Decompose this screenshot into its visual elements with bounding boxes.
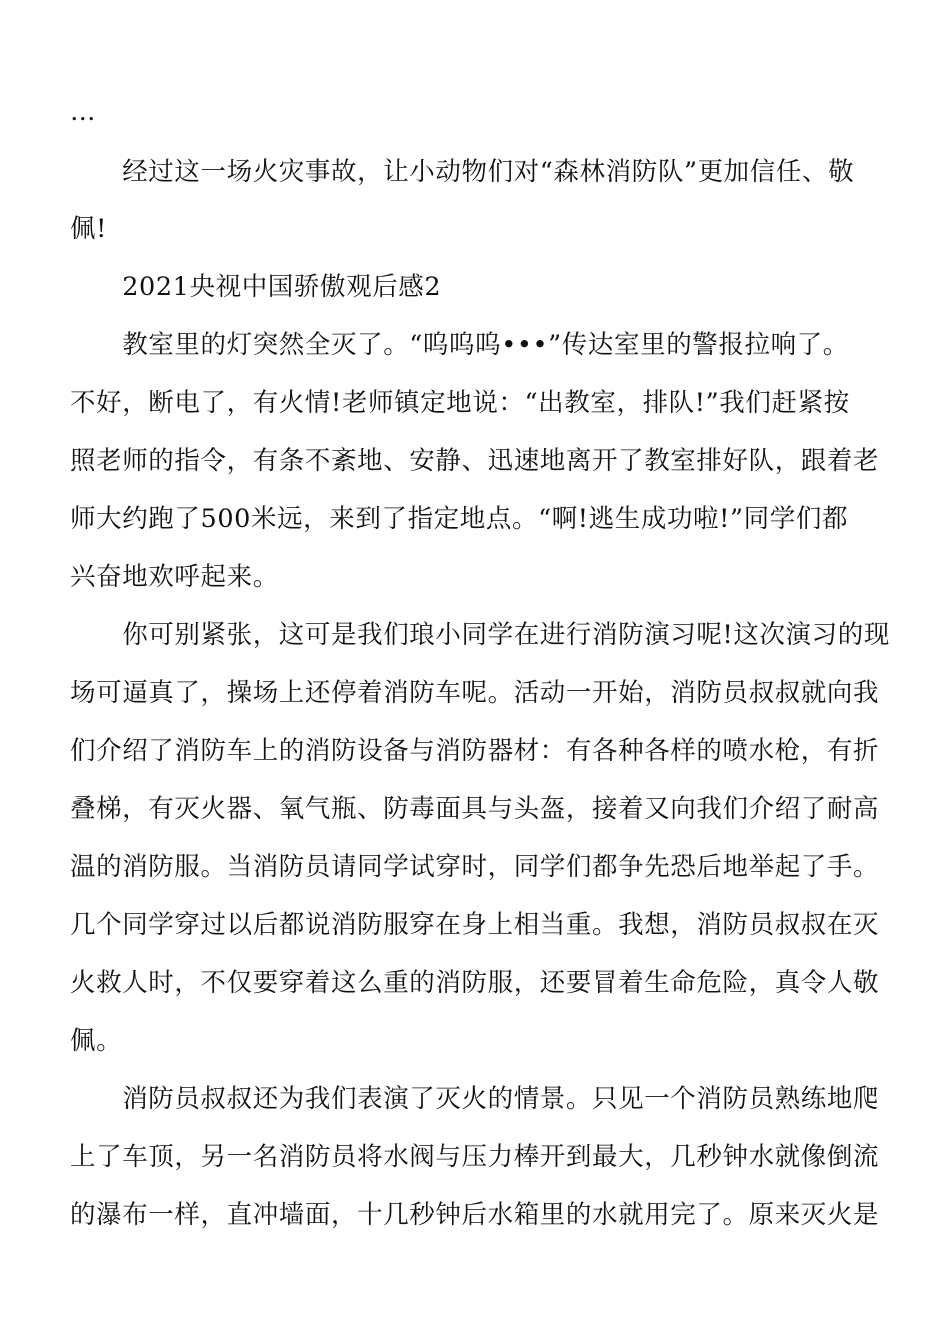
paragraph-line: 消防员叔叔还为我们表演了灭火的情景。只见一个消防员熟练地爬 xyxy=(70,1084,880,1114)
paragraph-line: 上了车顶，另一名消防员将水阀与压力棒开到最大，几秒钟水就像倒流 xyxy=(70,1142,880,1172)
paragraph-line: 你可别紧张，这可是我们琅小同学在进行消防演习呢!这次演习的现 xyxy=(70,620,890,650)
paragraph-line: 经过这一场火灾事故，让小动物们对“森林消防队”更加信任、敬 xyxy=(70,157,855,187)
paragraph-line: 照老师的指令，有条不紊地、安静、迅速地离开了教室排好队，跟着老 xyxy=(70,446,880,476)
paragraph-line: 场可逼真了，操场上还停着消防车呢。活动一开始，消防员叔叔就向我 xyxy=(70,678,880,708)
paragraph-line: 不好，断电了，有火情!老师镇定地说：“出教室，排队!”我们赶紧按 xyxy=(70,388,850,418)
paragraph-line: 叠梯，有灭火器、氧气瓶、防毒面具与头盔，接着又向我们介绍了耐高 xyxy=(70,794,880,824)
paragraph-line: 佩。 xyxy=(70,1026,123,1056)
paragraph-line: 们介绍了消防车上的消防设备与消防器材：有各种各样的喷水枪，有折 xyxy=(70,736,880,766)
paragraph-line: 温的消防服。当消防员请同学试穿时，同学们都争先恐后地举起了手。 xyxy=(70,852,880,882)
paragraph-line: 兴奋地欢呼起来。 xyxy=(70,562,279,592)
ellipsis-line: … xyxy=(70,97,97,127)
paragraph-line: 几个同学穿过以后都说消防服穿在身上相当重。我想，消防员叔叔在灭 xyxy=(70,910,880,940)
paragraph-line: 火救人时，不仅要穿着这么重的消防服，还要冒着生命危险，真令人敬 xyxy=(70,968,880,998)
paragraph-line: 的瀑布一样，直冲墙面，十几秒钟后水箱里的水就用完了。原来灭火是 xyxy=(70,1200,880,1230)
section-heading: 2021央视中国骄傲观后感2 xyxy=(70,272,442,302)
paragraph-line: 教室里的灯突然全灭了。“呜呜呜•••”传达室里的警报拉响了。 xyxy=(70,330,849,360)
paragraph-line: 佩! xyxy=(70,214,107,244)
paragraph-line: 师大约跑了500米远，来到了指定地点。“啊!逃生成功啦!”同学们都 xyxy=(70,504,849,534)
